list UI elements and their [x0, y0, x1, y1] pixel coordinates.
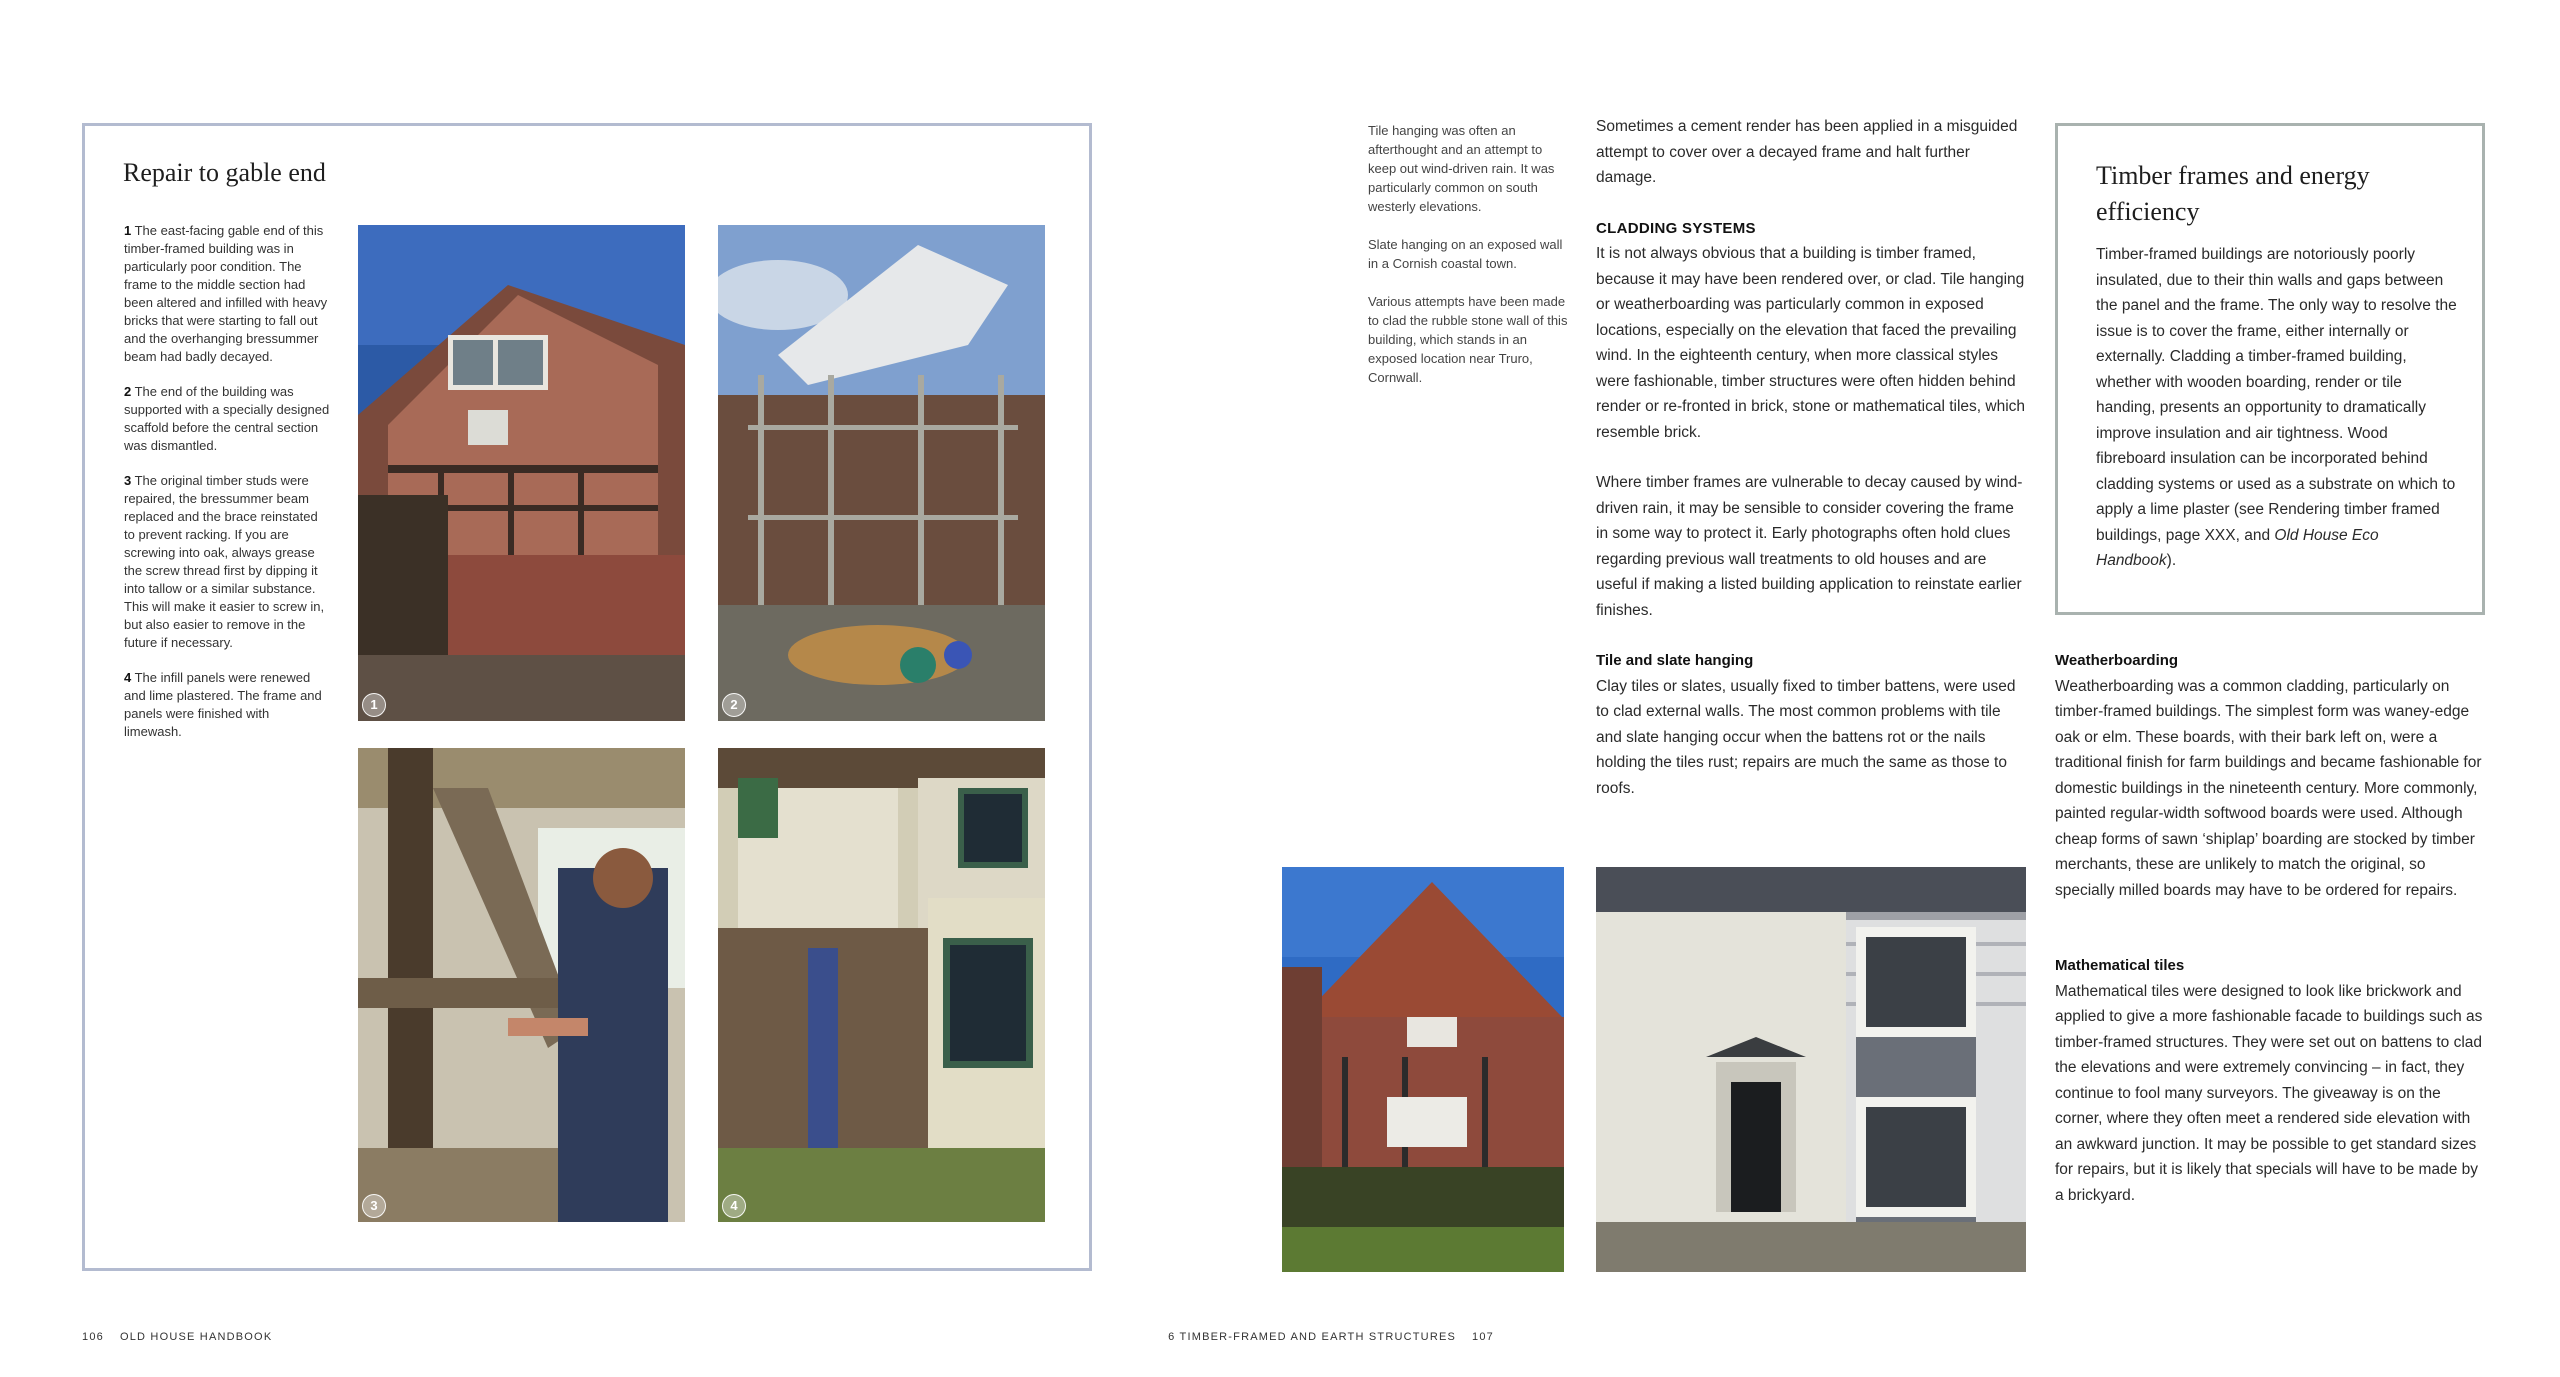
page-number-right: 107 [1472, 1331, 1494, 1343]
weatherboarding-paragraph: Weatherboarding was a common cladding, particularly on timber-framed buildings. The simplest form was waney-edge oak or elm. These boards, with their bark left on, were a traditional finish for farm buildings and became fashionable for domestic buildings in the nineteenth century. More commonly, painted regular-width softwood boards were used. Although cheap forms of sawn ‘shiplap’ boarding are stocked by timber merchants, these are unlikely to match the original, so specially milled boards may have to be ordered for repairs. [2055, 677, 2482, 899]
weatherboarding-heading: Weatherboarding [2055, 652, 2179, 669]
repair-title: Repair to gable end [123, 158, 326, 187]
caption-1: 1 The east-facing gable end of this timber-framed building was in particularly poor condition. The frame to the middle section had been altered and infilled with heavy bricks that were starting to fall out and the overhanging bressummer beam had badly decayed. [124, 223, 328, 364]
cladding-paragraph-1: It is not always obvious that a building is timber framed, because it may have been rendered over, or clad. Tile hanging or weatherboarding was particularly common in exposed locations, especially on the elevation that faced the prevailing wind. In the eighteenth century, when more classical styles were fashionable, timber structures were often hidden behind render or re-fronted in brick, stone or mathematical tiles, which resemble brick. [1596, 245, 2026, 441]
photo-finished-gable [718, 748, 1045, 1222]
side-caption-2: Slate hanging on an exposed wall in a Cornish coastal town. [1368, 237, 1563, 271]
photo-tile-hanging [1282, 867, 1564, 1272]
book-reference: Old House Eco Handbook [2096, 526, 2379, 569]
energy-title: Timber frames and energy efficiency [2096, 161, 2370, 226]
photo-timber-repair [358, 748, 685, 1222]
photo-number-badge: 3 [362, 1194, 386, 1218]
tile-paragraph: Clay tiles or slates, usually fixed to timber battens, were used to clad external walls. The most common problems with tile and slate hanging occur when the battens rot or the nails holding the tiles rust; repairs are much the same as those to roofs. [1596, 677, 2016, 797]
caption-4: 4 The infill panels were renewed and lime plastered. The frame and panels were finished with limewash. [124, 670, 322, 739]
photo-number-badge: 4 [722, 1194, 746, 1218]
footer-left [82, 1331, 272, 1343]
photo-number-badge: 2 [722, 693, 746, 717]
tile-heading: Tile and slate hanging [1596, 652, 1754, 669]
side-captions [1368, 121, 1568, 406]
body-column [1596, 114, 2028, 826]
mathematical-tiles-heading: Mathematical tiles [2055, 957, 2185, 974]
mathematical-tiles-paragraph: Mathematical tiles were designed to look like brickwork and applied to give a more fashionable facade to buildings such as timber-framed structures. They were set out on battens to clad the elevations and were extremely convincing – in fact, they continue to fool many surveyors. The giveaway is on the corner, where they often meet a rendered side elevation with an awkward junction. It may be possible to get standard sizes for repairs, but it is likely that specials will have to be made by a brickyard. [2055, 982, 2483, 1204]
book-title: OLD HOUSE HANDBOOK [119, 1331, 273, 1343]
energy-text: Timber-framed buildings are notoriously poorly insulated, due to their thin walls and gaps between the panel and the frame. The only way to resolve the issue is to cover the frame, either internally or externally. Cladding a timber-framed building, whether with wooden boarding, render or tile handing, presents an opportunity to dramatically improve insulation and air tightness. Wood fibreboard insulation can be incorporated behind cladding systems or used as a substrate on which to apply a lime plaster (see Rendering timber framed buildings, page XXX, and Old House Eco Handbook). [2096, 246, 2457, 569]
side-caption-1: Tile hanging was often an afterthought and an attempt to keep out wind-driven rain. It was particularly common on south westerly elevations. [1368, 123, 1555, 214]
chapter-title: 6 TIMBER-FRAMED AND EARTH STRUCTURES [1168, 1331, 1457, 1343]
intro-paragraph: Sometimes a cement render has been applied in a misguided attempt to cover over a decayed frame and halt further damage. [1596, 118, 2018, 186]
cladding-paragraph-2: Where timber frames are vulnerable to decay caused by wind-driven rain, it may be sensible to consider covering the frame in some way to protect it. Early photographs often hold clues regarding previous wall treatments to old houses and are useful if making a listed building application to reinstate earlier finishes. [1596, 474, 2023, 619]
photo-slate-hanging [1596, 867, 2026, 1272]
footer-right [1168, 1331, 1494, 1343]
cladding-heading: CLADDING SYSTEMS [1596, 219, 1756, 237]
caption-3: 3 The original timber studs were repaired, the bressummer beam replaced and the brace reinstated to prevent racking. If you are screwing into oak, always grease the screw thread first by dipping it into tallow or a similar substance. This will make it easier to screw in, but also easier to remove in the future if necessary. [124, 473, 325, 650]
photo-number-badge: 1 [362, 693, 386, 717]
photo-scaffold [718, 225, 1045, 721]
repair-captions [124, 222, 330, 758]
photo-gable-before [358, 225, 685, 721]
side-caption-3: Various attempts have been made to clad the rubble stone wall of this building, which stands in an exposed location near Truro, Cornwall. [1368, 294, 1568, 385]
page-number-left: 106 [82, 1331, 104, 1343]
caption-2: 2 The end of the building was supported with a specially designed scaffold before the central section was dismantled. [124, 384, 330, 453]
right-column [2055, 648, 2487, 1258]
